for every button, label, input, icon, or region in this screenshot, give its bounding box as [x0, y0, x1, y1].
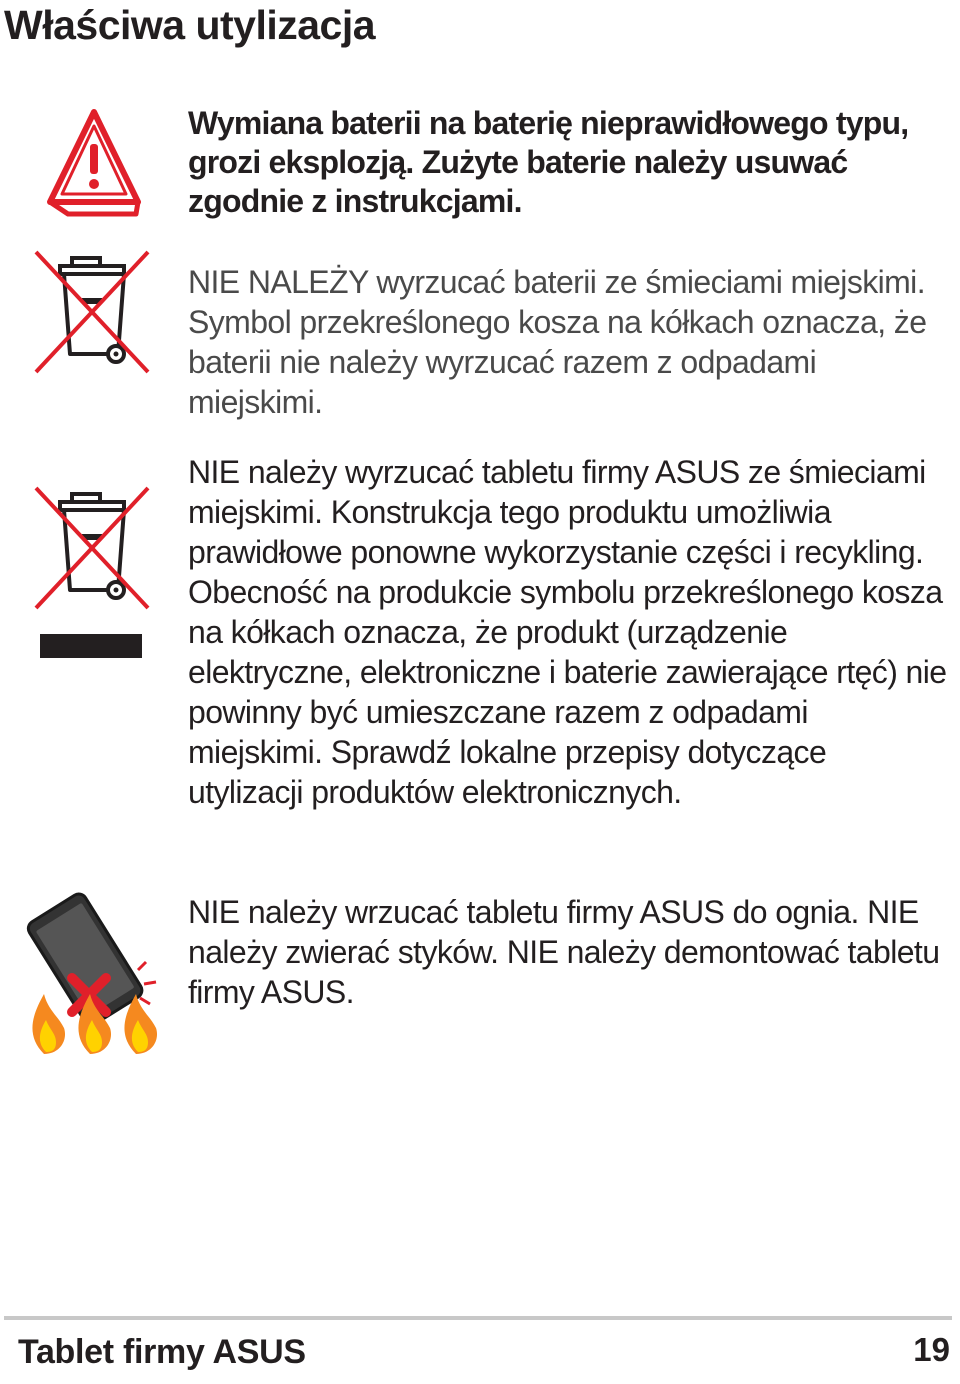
- page-title: Właściwa utylizacja: [4, 2, 376, 48]
- section-4-text: NIE należy wrzucać tabletu firmy ASUS do ognia. NIE należy zwierać styków. NIE należy demontować tabletu firmy ASUS.: [188, 894, 940, 1010]
- page-number: 19: [913, 1331, 950, 1368]
- crossed-out-wheeled-bin-icon: [32, 248, 154, 378]
- section-2-text: NIE NALEŻY wyrzucać baterii ze śmieciami miejskimi. Symbol przekreślonego kosza na kółkach oznacza, że baterii nie należy wyrzucać razem z odpadami miejskimi.: [188, 264, 927, 420]
- footer-product-name: Tablet firmy ASUS: [18, 1333, 306, 1371]
- do-not-burn-tablet-icon: [20, 884, 164, 1060]
- section-1-text: Wymiana baterii na baterię nieprawidłowego typu, grozi eksplozją. Zużyte baterie należy usuwać zgodnie z instrukcjami.: [188, 105, 909, 219]
- crossed-out-wheeled-bin-with-bar-icon: [32, 484, 154, 660]
- battery-explosion-warning-icon: [44, 106, 144, 218]
- section-3-text: NIE należy wyrzucać tabletu firmy ASUS ze śmieciami miejskimi. Konstrukcja tego produktu umożliwia prawidłowe ponowne wykorzystanie części i recykling. Obecność na produkcie symbolu przekreślonego kosza na kółkach oznacza, że produkt (urządzenie elektryczne, elektroniczne i baterie zawierające rtęć) nie powinny być umieszczane razem z odpadami miejskimi. Sprawdź lokalne przepisy dotyczące utylizacji produktów elektronicznych.: [188, 454, 947, 810]
- footer-divider: [4, 1316, 952, 1320]
